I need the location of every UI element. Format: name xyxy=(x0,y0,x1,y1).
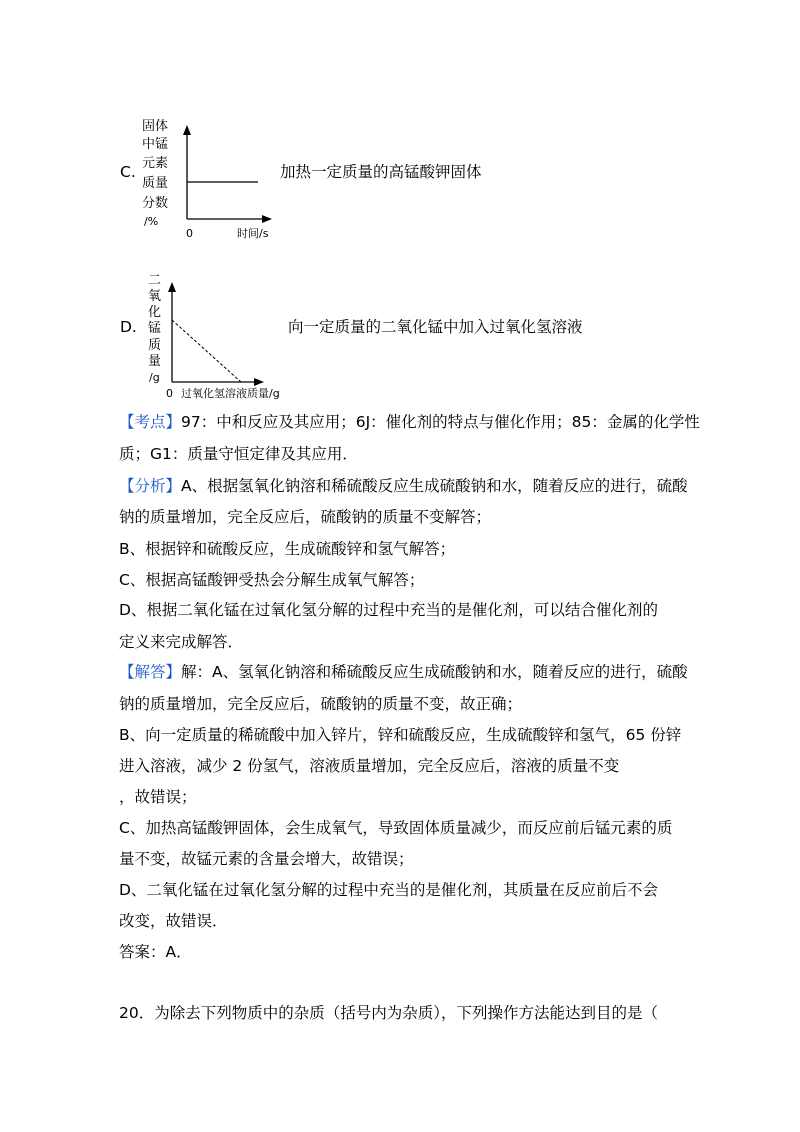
kaodian-text-1: 97：中和反应及其应用；6J：催化剂的特点与催化作用；85：金属的化学性 xyxy=(181,413,700,431)
option-d-y-arrow xyxy=(168,282,176,292)
option-c-y-arrow xyxy=(183,125,191,135)
option-d-ylabel-2: 氧 xyxy=(148,289,162,304)
jieda-line-2: 钠的质量增加，完全反应后，硫酸钠的质量不变，故正确； xyxy=(119,695,523,713)
jieda-line-5: ，故错误； xyxy=(119,788,197,806)
jieda-tag: 【解答】 xyxy=(119,663,182,681)
option-d-ylabel-5: 质 xyxy=(148,338,162,353)
fenxi-line-3: B、根据锌和硫酸反应，生成硫酸锌和氢气解答； xyxy=(119,540,456,558)
option-d-ylabel-6: 量 xyxy=(148,354,162,369)
answer: 答案：A． xyxy=(119,943,192,961)
option-c-graph xyxy=(140,115,280,245)
fenxi-line-5: D、根据二氧化锰在过氧化氢分解的过程中充当的是催化剂，可以结合催化剂的 xyxy=(119,601,658,619)
option-c-ylabel-3: 元素 xyxy=(142,156,169,171)
kaodian-line-2: 质；G1：质量守恒定律及其应用． xyxy=(119,445,358,463)
option-c-x-arrow xyxy=(262,215,272,223)
option-c-ylabel-5: 分数 xyxy=(142,196,169,211)
option-d-x-arrow xyxy=(254,378,264,386)
fenxi-line-4: C、根据高锰酸钾受热会分解生成氧气解答； xyxy=(119,571,425,589)
question-20: 20．为除去下列物质中的杂质（括号内为杂质），下列操作方法能达到目的是（ xyxy=(119,1004,658,1022)
option-c-ylabel-6: /% xyxy=(144,215,159,228)
jieda-line-3: B、向一定质量的稀硫酸中加入锌片，锌和硫酸反应，生成硫酸锌和氢气，65 份锌 xyxy=(119,726,682,744)
option-d-origin: 0 xyxy=(166,387,173,400)
option-c-origin: 0 xyxy=(186,227,193,240)
jieda-line-7: 量不变，故锰元素的含量会增大，故错误； xyxy=(119,850,414,868)
kaodian-tag: 【考点】 xyxy=(119,413,182,431)
option-c-ylabel-4: 质量 xyxy=(142,176,169,191)
fenxi-line-6: 定义来完成解答． xyxy=(119,633,244,651)
option-d-ylabel-3: 化 xyxy=(148,305,162,320)
option-d-ylabel-4: 锰 xyxy=(148,321,162,336)
jieda-line-6: C、加热高锰酸钾固体，会生成氧气，导致固体质量减少，而反应前后锰元素的质 xyxy=(119,819,673,837)
option-d-letter: D. xyxy=(120,318,137,336)
option-c-xlabel: 时间/s xyxy=(237,227,269,240)
option-d-ylabel-1: 二 xyxy=(148,273,162,288)
fenxi-text-1: A、根据氢氧化钠溶和稀硫酸反应生成硫酸钠和水，随着反应的进行，硫酸 xyxy=(181,477,688,495)
option-c-letter: C. xyxy=(120,163,136,181)
fenxi-line-2: 钠的质量增加，完全反应后，硫酸钠的质量不变解答； xyxy=(119,508,492,526)
option-c-ylabel-1: 固体 xyxy=(142,119,169,134)
fenxi-line-1 xyxy=(119,476,688,496)
option-d-xlabel: 过氧化氢溶液质量/g xyxy=(181,387,280,400)
jieda-text-1: 解：A、氢氧化钠溶和稀硫酸反应生成硫酸钠和水，随着反应的进行，硫酸 xyxy=(181,663,688,681)
option-d-graph xyxy=(143,270,303,400)
option-c-description: 加热一定质量的高锰酸钾固体 xyxy=(280,163,482,181)
option-c-ylabel-2: 中锰 xyxy=(142,137,169,152)
jieda-line-1 xyxy=(119,662,688,682)
jieda-line-8: D、二氧化锰在过氧化氢分解的过程中充当的是催化剂，其质量在反应前后不会 xyxy=(119,881,658,899)
kaodian-line-1 xyxy=(119,412,700,432)
option-d-ylabel-7: /g xyxy=(149,371,160,384)
option-d-description: 向一定质量的二氧化锰中加入过氧化氢溶液 xyxy=(288,318,583,336)
jieda-line-4: 进入溶液，减少 2 份氢气，溶液质量增加，完全反应后，溶液的质量不变 xyxy=(119,757,620,775)
jieda-line-9: 改变，故错误． xyxy=(119,912,228,930)
option-d-data-line xyxy=(172,320,241,382)
fenxi-tag: 【分析】 xyxy=(119,477,182,495)
